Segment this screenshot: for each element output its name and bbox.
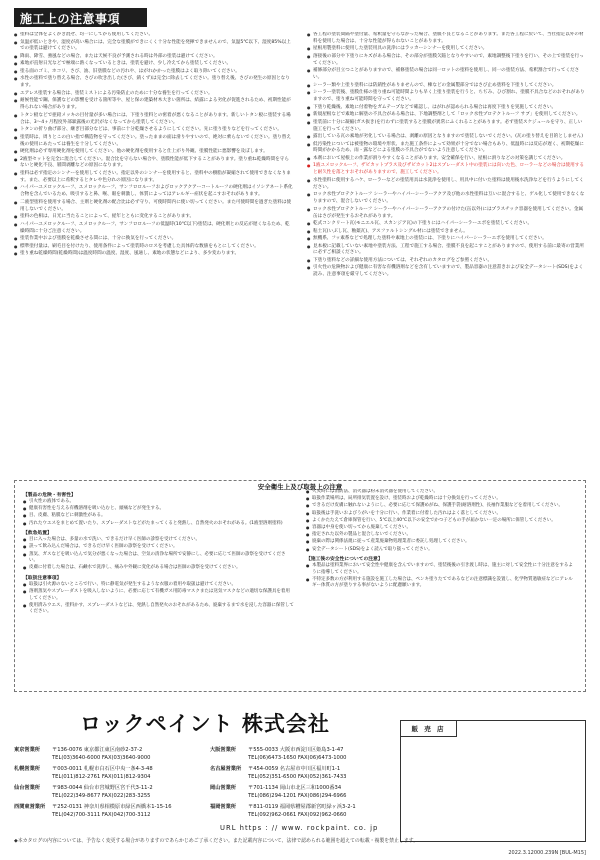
note-item: ● 補修部分が目立つことがありますので、補修塗装の場合は同一ロットの塗料を使用し、同一の塗装方法、希釈割合で行ってください。 xyxy=(307,68,586,82)
footer-note: ◆本カタログの内容については、予告なく変更する場合がありますのであらかじめご了承ください。また記載内容について、法律で認められる範囲を超えての転載・複製を禁止します。 xyxy=(14,838,419,844)
safety-item: ● 廃棄の際は関係法規に従って産業廃棄物処理業者に委託し処理してください。 xyxy=(306,539,577,546)
note-item: ● 粘土瓦(いぶし瓦、釉薬瓦)、アスファルトシングル材には塗装できません。 xyxy=(307,229,586,236)
note-item: ● 屋根用製塗料に使用した塗装用具の洗浄にはラッカーシンナーを使用してください。 xyxy=(307,46,586,53)
company-logo xyxy=(60,709,350,737)
note-item: ● 塗装時は、周りとこの白い指で構造物を守ってください。塗ったままの面は滑りやすいので、絶対に乗らないでください。塗り替え後の使用にあたっては養生を十分してください。 xyxy=(14,135,293,149)
note-item: ● 低汚染性については被塗物の環境や形状、また施工条件によって効果が十分でない場合もあり、低温時には反応が遅く、初期乾燥に時間がかかるため、雨・露などによる塗膜の不具合がでないよう注意してください。 xyxy=(307,142,586,156)
office-name xyxy=(210,773,248,781)
safety-item: ● 本製品は塗料業界において安全性や健康を含んでいますので、塗装後後の引き渡し時は、施主に対して安全性に十分注意をするように指導してください。 xyxy=(306,563,577,576)
note-item: ● 塗料は全体をよくかき混ぜ、均一にしてから使用してください。 xyxy=(14,32,293,39)
catalog-code: 2022.3.12000.239N [BUL-M15] xyxy=(508,850,586,856)
safety-subheading: 【取扱注意事項】 xyxy=(23,575,62,581)
office-name xyxy=(14,811,52,819)
dealer-box xyxy=(400,720,586,842)
safety-item: ● 目、皮膚、粘膜などに刺激性がある。 xyxy=(23,513,294,520)
note-item: ● 気温が低いときや、湿度が高い場合には、完全な塗膜ができにくく十分な性能を発揮できませんので、気温5℃以下、湿度85%以上での塗装は避けてください。 xyxy=(14,40,293,54)
note-item: ● 新規屋根などで素地に解塗の不具合がある場合は、下地調整剤として「ロック水性プロテクトルーフ サブ」を使用してください。 xyxy=(307,112,586,119)
safety-subheading: 【製品の危険・有害性】 xyxy=(23,493,76,498)
office-name: 仙台営業所 xyxy=(14,785,40,791)
safety-item: ● 健康有害性を与える有機溶剤を吸い込むと、頭痛などが発生する。 xyxy=(23,506,294,513)
note-item: ● シーラー塗装後、塗膜仕様の塗り重ね可能時間よりも早く上塗り塗装を行うと、ちぢみ、ひび割れ、塗膜不具合などのおそれがありますので、塗り重ね可能時間を守ってください。 xyxy=(307,90,586,104)
note-item: ● 塗装前に十分に凝縮(ガス抜き)を行わずに塗装すると塗膜が異常にふくれることがあります。必ず塗装スケジュールを守り、正しい施工を行ってください。 xyxy=(307,120,586,134)
office-name xyxy=(14,773,52,781)
safety-item: ● 引火性の液体である。 xyxy=(23,499,294,506)
safety-subheading: 【救急処置】 xyxy=(23,531,52,537)
note-item: ● 塗る面のゴミ、ホコリ、さび、油、旧塗膜などの汚れや、はがれかかった塗膜はよく取り除いてください。 xyxy=(14,69,293,76)
note-item: ● 本剤において屋根上の作業が滑りやすくなることがあります。安全確保を行い、屋根に滑りなどの対策を講じてください。 xyxy=(307,156,586,163)
page-title: 施工上の注意事項 xyxy=(14,8,147,27)
office-address: 〒454-0059 名古屋市中川区福川町1-1 xyxy=(248,766,341,772)
office-name: 福岡営業所 xyxy=(210,804,236,810)
safety-item: ● 皮膚に付着した場合は、石鹸水で洗浄し、痛みや外観に変化がある場合は医師の診察を受けてください。 xyxy=(23,565,294,572)
safety-item: ● 不特定多数の方が利用する施設を施工した場合は、ペンキ塗りたてであるなどの注意標識を設置し、化学物質過敏症などにアレルギー体質の方が塗りする事がないように配慮願います。 xyxy=(306,577,577,590)
safety-item: ● 溶剤蒸気やスプレーダストを吸入しないように、必要に応じて有機ガス用防毒マスクまたは送気マスクなどの適切な保護具を着用してください。 xyxy=(23,589,294,602)
office-name: 札幌営業所 xyxy=(14,766,40,772)
note-item: ● ロック水性プロテクトルーフ シーラーやハイパーシーラーアクアの付けた(缶以外)にはプラスチック容器を使用してください。金属缶はさびが発生するおそれがあります。 xyxy=(307,207,586,221)
safety-item: ● 容器は中身を使い切ってから廃棄してください。 xyxy=(306,525,577,532)
office-name: 東京営業所 xyxy=(14,747,40,753)
note-item: ● 各工程の塗装間隔や塗付量、希釈量を守らなかった場合、塗膜不良となることがあります。また各工程に於いて、当社指定以外の材料を使用した場合は、十分な性能が得られないことがあります。 xyxy=(307,32,586,46)
safety-subheading: 【施工後の安全性についての注意】 xyxy=(306,557,383,563)
office-address: TEL(03)3640-6000 FAX(03)3640-9000 xyxy=(52,755,151,761)
office-address: 〒983-0044 仙台市宮城野区宮千代3-11-2 xyxy=(52,785,153,791)
dealer-label: 販 売 店 xyxy=(401,721,457,737)
office-address: TEL(011)812-2761 FAX(011)812-9304 xyxy=(52,774,151,780)
safety-item: ● できるだけ皮膚に触れないようにし、必要に応じて保護めがね、保護手袋(耐溶剤性)、長袖作業服などを着用してください。 xyxy=(306,503,577,510)
note-item: ● 塗料は必ず指定のシンナーを使用してください。指定以外のシンナーを使用すると、塗料中の樹脂が凝縮されて使用できなくなります。また、必要以上に希釈するとタレや色分れの原因になります。 xyxy=(14,171,293,185)
safety-right-column xyxy=(306,489,577,685)
office-address: 〒003-0011 札幌市白石区中央一条4-3-48 xyxy=(52,766,153,772)
note-item: ● 下塗り塗料などの詳細な使用方法については、それぞれのカタログをご参照ください。 xyxy=(307,258,586,265)
note-item: ● 乾式コンクリート瓦(モニエル瓦、スカンジア瓦)の下塗りにはハイパーシーラーエポを塗装してください。 xyxy=(307,221,586,228)
safety-item: ● 安全データシート(SDS)をよく読んで取り扱ってください。 xyxy=(306,547,577,554)
note-item: ● トタン板などで亜鉛メッキの目付量が多い場合には、下塗り塗料との密着が悪くなることがあります。新しいトタン板に塗装する場合は、3〜4ヶ月程度外部暴露後の光沢がなくなってから塗装してください。 xyxy=(14,113,293,127)
note-item: ● 降雨、降雪、強風などの場合、または天候不良が予測される時は外部の塗装は避けてください。 xyxy=(14,54,293,61)
office-address: TEL(086)294-1201 FAX(086)294-6966 xyxy=(248,793,347,799)
note-item: ● シーラー類や上塗り塗料には防錆性がありませんので、棟などの金属製部分ではさび止め塗料を下塗りしてください。 xyxy=(307,83,586,90)
svg-text:ロックペイント 株式会社: ロックペイント 株式会社 xyxy=(80,712,330,736)
note-item: ● 耐候性能で鋼、保護などの影響を受ける箇所等や、屋と保の建築材木大きい箇所は、結露による劣化が促進されるため、初期性能が得られない場合があります。 xyxy=(14,98,293,112)
note-item: ● トタンの折り曲げ部分、継ぎ目部分などは、事前に十分乾燥させるようにしてください。先に塗り塗りなどを行ってください。 xyxy=(14,127,293,134)
note-item: ● 塗り重ね乾燥時間(乾燥時間)は温度時間の温度、湿度、風通し、素地の状態などにより、多少変わります。 xyxy=(14,251,293,258)
office-name xyxy=(210,792,248,800)
office-name xyxy=(14,754,52,762)
office-address: TEL(022)349-8677 FAX(022)283-3255 xyxy=(52,793,151,799)
office-name: 大阪営業所 xyxy=(210,747,236,753)
note-item: ● 標準塗付量は、刷毛目を付けたり、使用条件によって塗装時のロスを考慮した具体的な数値をもとにしてください。 xyxy=(14,244,293,251)
safety-item: ● 目に入った場合は、多量の水で洗い、できるだけ早く医師の診察を受けてください。 xyxy=(23,537,294,544)
note-item: ● 無機系、フッ素系などで処理した塗料や素地上の塗装には、下塗りにハイパーシーラーエポを使用してください。 xyxy=(307,236,586,243)
office-address: TEL(06)6473-1650 FAX(06)6473-1000 xyxy=(248,755,347,761)
note-item: ● 水性の塗料で塗り替える場合、さびの吹き出した(さび、錆くず)は完全に除去してください。塗り替え後、さびの発生の原因となります。 xyxy=(14,76,293,90)
safety-item: ● 取扱後は手洗いおよびうがいを十分に行い、作業着に付着した汚れはよく落としてください。 xyxy=(306,511,577,518)
note-item: ● 2液型セットを完全に混合してください。混合比を守らない場合や、塗膜性能が低下することがあります。塗り重ね乾燥時間を守らないと硬化不良、層間剥離などの原因になります。 xyxy=(14,157,293,171)
note-item: ● 塗料の色相は、日光に当たることによって、経年とともに変化することがあります。 xyxy=(14,214,293,221)
note-item: ● エアレス塗装する場合は、塗装ミストによる汚染防止のために十分な養生を行ってください。 xyxy=(14,91,293,98)
safety-item: ● 誤って飲み込んだ場合は、できるだけ早く医師の診察を受けてください。 xyxy=(23,544,294,551)
office-name xyxy=(210,811,248,819)
company-url[interactable]: URL https : // www. rockpaint. co. jp xyxy=(220,824,379,832)
note-item: ● 1液ユメロックルーフ、ザビカットプラス及びザビカット2はスプレーダスト中の塗装には向いた色、ローラーなどの場合は使用すると耐久性を落とすおそれがありますので、施工してください。 xyxy=(307,163,586,177)
note-item: ● 溶接後の部分や下塗りにキズがある場合は、その部分が塗膜欠陥となりやすいので、素地調整後下塗りを行い、その上で塗装を行ってください。 xyxy=(307,54,586,68)
office-name: 名古屋営業所 xyxy=(210,766,242,772)
safety-item: ● 指定された以外の製品と混合しないでください。 xyxy=(306,532,577,539)
office-list xyxy=(14,746,396,822)
safety-item: ● 汚れたウエスをまとめて置いたり、スプレーダストなどがたまってくると発熱し、自然発火のおそれがある。(1液型溶剤塗料) xyxy=(23,521,294,528)
safety-item: ● 使用済みウエス、塗料かす、スプレーダストなどは、発熱し自然発火のおそれがあるため、廃棄するまで水を浸した容器に保管してください。 xyxy=(23,603,294,616)
office-address: 〒811-0119 福岡県糟屋郡新宮町緑ヶ浜3-2-1 xyxy=(248,804,356,810)
safety-item: ● 蒸気、ガスなどを吸い込んで気分が悪くなった場合は、空気の清浄な場所で安静にし、必要に応じて医師の診察を受けてください。 xyxy=(23,552,294,565)
notes-columns xyxy=(14,32,586,460)
note-item: ● ハイパーユメロックルーフ、ユメロックルーフ、サンフロロルーフの低温時(10℃以下)塗装は、硬化剤との反応が遅くなるため、乾燥時間に十分ご注意ください。 xyxy=(14,222,293,236)
note-item: ● 引火性の危険物および健康に有害な有機溶剤などを含有していますので、製品容器の注意書きおよび安全データシート(SDS)をよく読み、注意事項を厳守してください。 xyxy=(307,265,586,279)
note-item: ● ロック水性プロテクトルーフ シーラーやハイパーシーラーアクア及び他の水性塗料は互いに混合すると、ゲル化して使用できなくなりますので、混合しないでください。 xyxy=(307,192,586,206)
safety-item: ● よくかたたえて倉庫保管を行い、5℃以上40℃以下の安全でかつ子どもの手が届かない一定の場所に保管してください。 xyxy=(306,518,577,525)
note-item: ● ハイパーユメロックルーフ、ユメロックルーフ、サンフロロルーフおよびロックアクアーコートルーフの硬化剤はイソシアネート系化合物を含んでいるため、吸引すると鼻、喉、眼を刺激し、体質によってはアレルギー症状を起こすおそれがあります。 xyxy=(14,185,293,199)
safety-left-column xyxy=(23,489,294,685)
office-name: 西関東営業所 xyxy=(14,804,46,810)
office-name xyxy=(210,754,248,762)
notes-left-column xyxy=(14,32,293,460)
safety-item: ● 火災時には消防法、消火器は粉末消火器を使用してください。 xyxy=(306,489,577,496)
note-item: ● 露出している瓦の素地が劣化している場合は、剥離の原因となりますので塗装しないでください。(瓦の塗り替えを目的としません) xyxy=(307,134,586,141)
note-item: ● 素地が直射日光などで極端に熱くなっているときは、塗装を避け、少し冷えてから塗装してください。 xyxy=(14,61,293,68)
office-address: 〒701-1134 岡山市北区三和1000番34 xyxy=(248,785,342,791)
note-item: ● 水性塗料に使用するハケ、ローラーなどの塗装用具は水洗浄を使用し、用具中に付いた塗料は使用後水洗浄などを行うようにしてください。 xyxy=(307,178,586,192)
note-item: ● 塗装作業中および塗膜を乾燥させる間には、十分に換気を行ってください。 xyxy=(14,236,293,243)
office-address: TEL(052)351-6500 FAX(052)361-7433 xyxy=(248,774,347,780)
office-address: TEL(092)962-0661 FAX(092)962-0660 xyxy=(248,812,347,818)
office-address: 〒136-0076 東京都江東区南砂2-37-2 xyxy=(52,747,143,753)
office-address: 〒555-0033 大阪市西淀川区姫島3-1-47 xyxy=(248,747,344,753)
office-name: 岡山営業所 xyxy=(210,785,236,791)
office-address: TEL(042)700-3111 FAX(042)700-3112 xyxy=(52,812,151,818)
note-item: ● 二液型塗料を使用する場合、主剤と硬化剤の配合比は必ず守り、可使時間内に使い切ってください。また可使時間を過ぎた塗料は使用しないでください。 xyxy=(14,200,293,214)
safety-item: ● 取扱は引火源のないところで行い、特に静電気が発生するような衣服の着用や取扱は避けてください。 xyxy=(23,582,294,589)
note-item: ● 下塗り乾燥後、素地に付着物をガムテープなどで確認し、はがれが認められる場合は再度下塗りを実施してください。 xyxy=(307,105,586,112)
office-address: 〒252-0131 神奈川県相模原市緑区西橋本1-15-16 xyxy=(52,804,172,810)
safety-item: ● 取扱作業場所は、局所排気装置を設け、塗装時および乾燥時には十分換気を行ってください。 xyxy=(306,496,577,503)
office-name xyxy=(14,792,52,800)
safety-title: 安全衛生上及び取扱上の注意 xyxy=(250,483,351,491)
safety-box xyxy=(14,480,586,692)
note-item: ● 硬化剤は必ず専用硬化剤を使用してください。他の硬化剤を使用すると仕上がり外観、塗膜性能に悪影響を及ぼします。 xyxy=(14,149,293,156)
note-item: ● 見本板に記載していない素地や塗装方法、工程で施工する場合、塗膜不良を起こすことがありますので、使用する前に最寄の営業所に必ずご相談ください。 xyxy=(307,244,586,258)
notes-right-column xyxy=(307,32,586,460)
